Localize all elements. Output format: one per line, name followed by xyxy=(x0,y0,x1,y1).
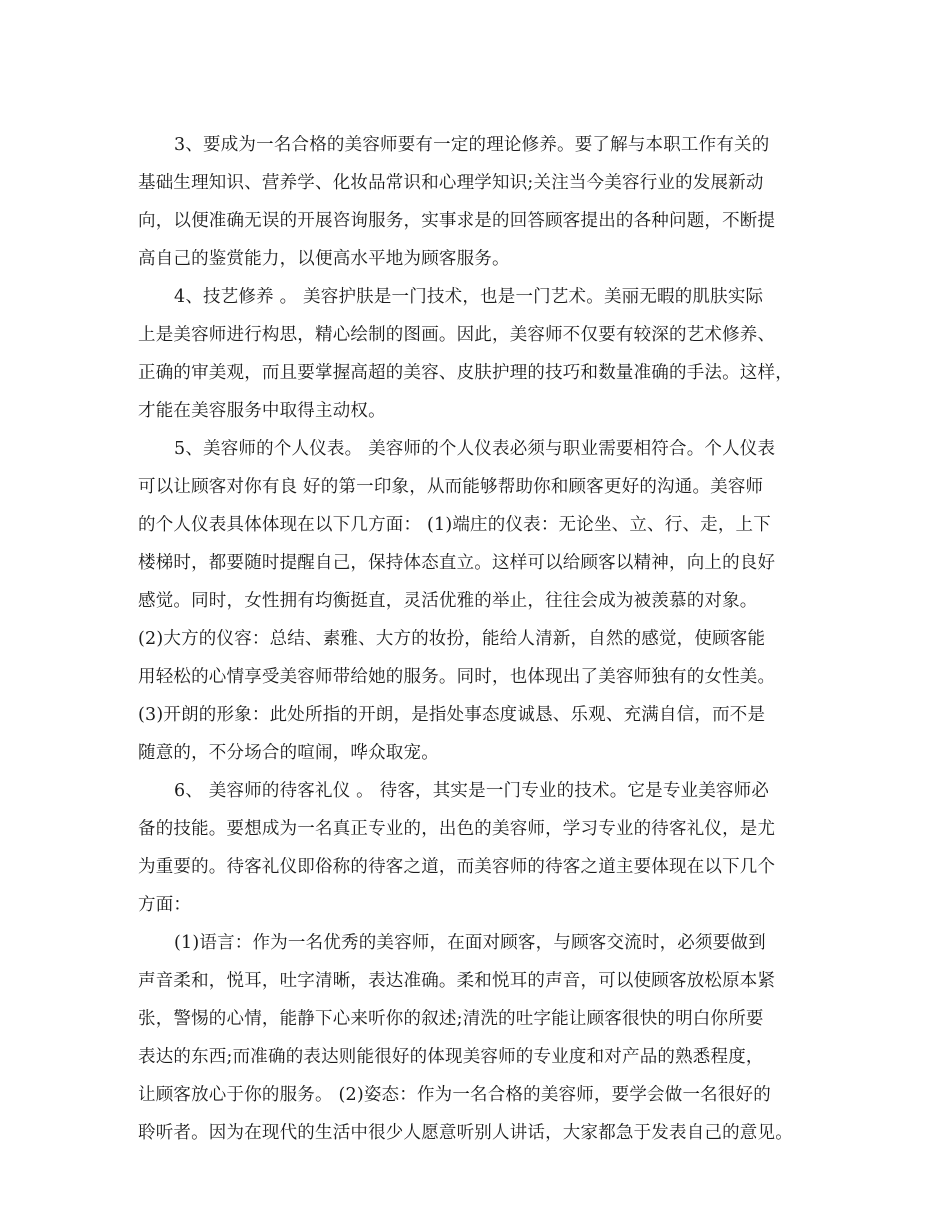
text-line: 5、美容师的个人仪表。 美容师的个人仪表必须与职业需要相符合。个人仪表 xyxy=(174,439,776,459)
text-line: 楼梯时，都要随时提醒自己，保持体态直立。这样可以给顾客以精神，向上的良好 xyxy=(138,553,776,573)
text-line: 的个人仪表具体体现在以下几方面： (1)端庄的仪表：无论坐、立、行、走，上下 xyxy=(138,515,771,535)
text-line: 向，以便准确无误的开展咨询服务，实事求是的回答顾客提出的各种问题，不断提 xyxy=(138,211,776,231)
text-line: 为重要的。待客礼仪即俗称的待客之道，而美容师的待客之道主要体现在以下几个 xyxy=(138,857,776,877)
text-line: 备的技能。要想成为一名真正专业的，出色的美容师，学习专业的待客礼仪，是尤 xyxy=(138,819,776,839)
text-line: (2)大方的仪容：总结、素雅、大方的妆扮，能给人清新，自然的感觉，使顾客能 xyxy=(138,629,766,649)
text-line: 基础生理知识、营养学、化妆品常识和心理学知识;关注当今美容行业的发展新动 xyxy=(138,173,764,193)
text-line: 用轻松的心情享受美容师带给她的服务。同时，也体现出了美容师独有的女性美。 xyxy=(138,667,776,687)
text-line: 随意的，不分场合的喧闹，哗众取宠。 xyxy=(138,743,439,763)
text-line: 上是美容师进行构思，精心绘制的图画。因此，美容师不仅要有较深的艺术修养、 xyxy=(138,325,776,345)
text-line: 表达的东西;而准确的表达则能很好的体现美容师的专业度和对产品的熟悉程度， xyxy=(138,1047,764,1067)
text-line: (3)开朗的形象：此处所指的开朗，是指处事态度诚恳、乐观、充满自信，而不是 xyxy=(138,705,766,725)
text-line: 可以让顾客对你有良 好的第一印象，从而能够帮助你和顾客更好的沟通。美容师 xyxy=(138,477,764,497)
text-line: 4、技艺修养 。 美容护肤是一门技术，也是一门艺术。美丽无暇的肌肤实际 xyxy=(174,287,764,307)
text-line: 感觉。同时，女性拥有均衡挺直，灵活优雅的举止，往往会成为被羡慕的对象。 xyxy=(138,591,758,611)
text-line: (1)语言：作为一名优秀的美容师，在面对顾客，与顾客交流时，必须要做到 xyxy=(174,933,766,953)
text-line: 正确的审美观，而且要掌握高超的美容、皮肤护理的技巧和数量准确的手法。这样， xyxy=(138,363,793,383)
text-line: 6、 美容师的待客礼仪 。 待客，其实是一门专业的技术。它是专业美容师必 xyxy=(174,781,770,801)
text-line: 聆听者。因为在现代的生活中很少人愿意听别人讲话，大家都急于发表自己的意见。 xyxy=(138,1123,793,1143)
text-line: 才能在美容服务中取得主动权。 xyxy=(138,401,386,421)
text-line: 让顾客放心于你的服务。 (2)姿态：作为一名合格的美容师，要学会做一名很好的 xyxy=(138,1085,771,1105)
text-line: 3、要成为一名合格的美容师要有一定的理论修养。要了解与本职工作有关的 xyxy=(174,135,770,155)
text-line: 声音柔和，悦耳，吐字清晰，表达准确。柔和悦耳的声音，可以使顾客放松原本紧 xyxy=(138,971,776,991)
text-line: 高自己的鉴赏能力，以便高水平地为顾客服务。 xyxy=(138,249,510,269)
text-line: 张，警惕的心情，能静下心来听你的叙述;清洗的吐字能让顾客很快的明白你所要 xyxy=(138,1009,764,1029)
text-line: 方面： xyxy=(138,895,192,915)
